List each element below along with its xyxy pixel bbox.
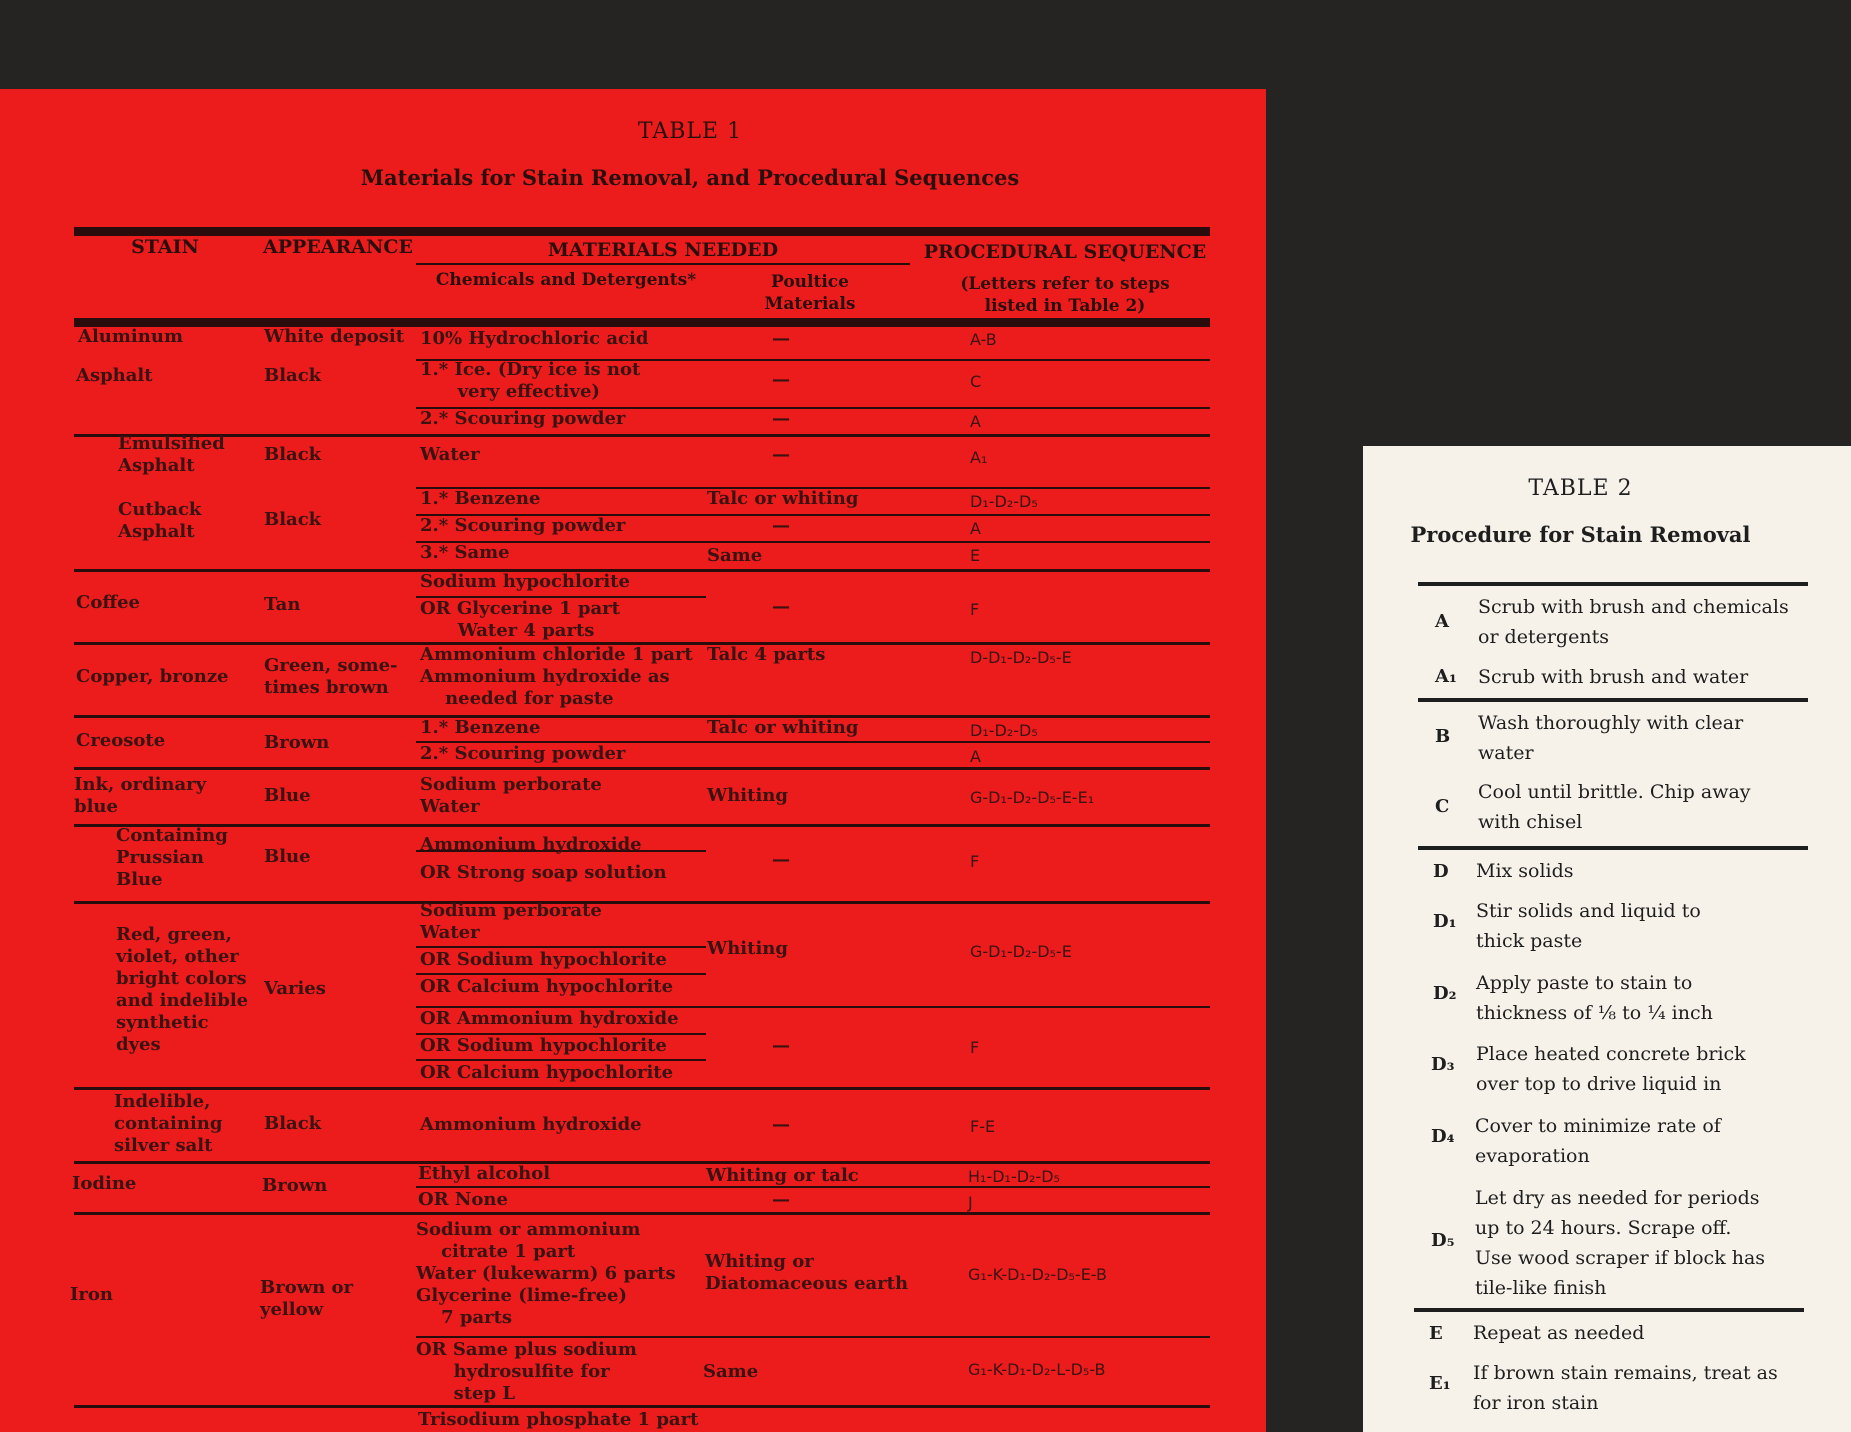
cell-poultice: Same: [707, 545, 763, 566]
cell-poultice: Talc or whiting: [707, 717, 859, 738]
table2-panel: [1363, 446, 1851, 1432]
cell-poultice: —: [772, 369, 790, 390]
cell-stain: Aluminum: [78, 326, 183, 347]
cell-sequence: G₁-K-D₁-D₂-D₅-E-B: [968, 1265, 1107, 1284]
cell-chemicals: Trisodium phosphate 1 part: [418, 1409, 699, 1430]
rule: [74, 824, 1210, 827]
cell-appearance: Blue: [264, 846, 311, 867]
cell-chemicals: 1.* Benzene: [420, 488, 541, 509]
cell-sequence: F: [970, 1038, 980, 1057]
step-code: A₁: [1435, 666, 1457, 687]
cell-chemicals: 3.* Same: [420, 542, 510, 563]
cell-chemicals: Ammonium chloride 1 part Ammonium hydroxide as needed for paste: [420, 644, 693, 709]
step-text: Scrub with brush and water: [1478, 666, 1749, 688]
cell-stain: Ink, ordinary blue: [74, 774, 207, 817]
rule: [74, 767, 1210, 770]
cell-poultice: Whiting: [707, 938, 788, 959]
header-appearance: APPEARANCE: [262, 236, 414, 258]
step-text: Wash thoroughly with clear water: [1478, 712, 1744, 764]
step-code: C: [1435, 796, 1450, 817]
step-code: D₅: [1431, 1230, 1455, 1251]
cell-appearance: Black: [264, 509, 322, 530]
cell-stain: Cutback Asphalt: [118, 499, 202, 542]
header-materials: MATERIALS NEEDED: [547, 239, 779, 261]
cell-sequence: E: [970, 546, 981, 565]
cell-stain: Emulsified Asphalt: [118, 433, 225, 476]
rule: [416, 541, 1210, 543]
cell-appearance: Green, some- times brown: [264, 655, 398, 698]
rule: [74, 901, 1210, 904]
header-procedural-note: (Letters refer to steps listed in Table 2): [960, 274, 1170, 316]
cell-chemicals: 10% Hydrochloric acid: [420, 328, 649, 349]
step-text: Cover to minimize rate of evaporation: [1475, 1115, 1721, 1167]
cell-stain: Iodine: [72, 1173, 137, 1194]
step-code: E: [1429, 1323, 1443, 1344]
cell-poultice: —: [772, 596, 790, 617]
cell-chemicals: OR Same plus sodium hydrosulfite for step L: [416, 1339, 637, 1404]
cell-sequence: A-B: [970, 330, 997, 349]
rule: [416, 946, 706, 948]
cell-poultice: —: [772, 328, 790, 349]
header-stain: STAIN: [131, 236, 199, 258]
table1-panel: [0, 89, 1266, 1432]
cell-poultice: —: [772, 1114, 790, 1135]
cell-chemicals: OR None: [418, 1189, 508, 1210]
rule: [416, 973, 706, 975]
cell-appearance: Tan: [264, 594, 301, 615]
table2-title: TABLE 2: [1528, 476, 1633, 501]
cell-sequence: A: [970, 519, 981, 538]
cell-poultice: —: [772, 515, 790, 536]
rule: [74, 1405, 1210, 1408]
cell-sequence: A: [970, 747, 981, 766]
rule: [1418, 582, 1808, 586]
step-text: Apply paste to stain to thickness of ⅛ to ¼ inch: [1476, 972, 1713, 1024]
cell-stain: Red, green, violet, other bright colors and indelible synthetic dyes: [116, 924, 249, 1055]
step-code: D₃: [1431, 1054, 1455, 1075]
rule: [416, 1059, 706, 1061]
header-chemicals: Chemicals and Detergents*: [435, 270, 697, 290]
rule: [74, 1212, 1210, 1215]
cell-chemicals: Sodium hypochlorite: [420, 571, 630, 592]
cell-chemicals: 1.* Ice. (Dry ice is not very effective): [420, 359, 641, 402]
materials-underline: [416, 263, 910, 265]
cell-stain: Iron: [70, 1284, 113, 1305]
cell-sequence: J: [968, 1193, 973, 1212]
cell-chemicals: OR Strong soap solution: [420, 862, 667, 883]
cell-sequence: A₁: [970, 448, 988, 467]
cell-poultice: —: [772, 1189, 790, 1210]
cell-chemicals: Ammonium hydroxide: [420, 834, 642, 855]
cell-poultice: —: [772, 408, 790, 429]
cell-poultice: Whiting: [707, 785, 788, 806]
cell-sequence: F-E: [970, 1117, 996, 1136]
cell-stain: Indelible, containing silver salt: [114, 1091, 223, 1156]
header-poultice: Poultice Materials: [764, 272, 856, 314]
table2-subtitle: Procedure for Stain Removal: [1410, 522, 1751, 547]
step-code: B: [1435, 726, 1451, 747]
rule: [1414, 1308, 1804, 1312]
cell-chemicals: 2.* Scouring powder: [420, 743, 626, 764]
step-code: D₁: [1433, 911, 1457, 932]
cell-sequence: D₁-D₂-D₅: [970, 721, 1038, 740]
rule: [1418, 846, 1808, 850]
step-text: Repeat as needed: [1473, 1322, 1645, 1344]
step-text: Stir solids and liquid to thick paste: [1476, 900, 1701, 952]
top-rule: [74, 227, 1210, 236]
cell-chemicals: 2.* Scouring powder: [420, 408, 626, 429]
rule: [74, 1087, 1210, 1090]
cell-appearance: Black: [264, 444, 322, 465]
cell-sequence: G-D₁-D₂-D₅-E: [970, 942, 1072, 961]
cell-appearance: Brown: [264, 732, 330, 753]
cell-stain: Containing Prussian Blue: [116, 825, 228, 890]
cell-poultice: —: [772, 1035, 790, 1056]
cell-sequence: H₁-D₁-D₂-D₅: [968, 1167, 1060, 1186]
rule: [1418, 698, 1808, 702]
header-bottom-rule: [74, 318, 1210, 327]
cell-poultice: Talc or whiting: [707, 488, 859, 509]
cell-chemicals: OR Calcium hypochlorite: [420, 1062, 674, 1083]
cell-poultice: Whiting or talc: [706, 1165, 859, 1186]
cell-appearance: Black: [264, 365, 322, 386]
cell-sequence: D-D₁-D₂-D₅-E: [970, 648, 1072, 667]
cell-appearance: Brown: [262, 1175, 328, 1196]
cell-poultice: Same: [703, 1361, 759, 1382]
cell-sequence: F: [970, 600, 980, 619]
cell-stain: Asphalt: [76, 365, 153, 386]
rule: [74, 434, 1210, 437]
cell-chemicals: 1.* Benzene: [420, 717, 541, 738]
cell-appearance: Blue: [264, 785, 311, 806]
cell-stain: Copper, bronze: [76, 666, 229, 687]
cell-poultice: —: [772, 444, 790, 465]
cell-appearance: Black: [264, 1113, 322, 1134]
cell-poultice: Talc 4 parts: [707, 644, 826, 665]
step-text: If brown stain remains, treat as for iron stain: [1473, 1362, 1778, 1414]
cell-sequence: G-D₁-D₂-D₅-E-E₁: [970, 788, 1095, 807]
step-code: D₄: [1431, 1126, 1455, 1147]
cell-stain: Creosote: [76, 730, 166, 751]
step-text: Place heated concrete brick over top to drive liquid in: [1476, 1043, 1746, 1095]
cell-chemicals: OR Sodium hypochlorite: [420, 1035, 667, 1056]
cell-appearance: Varies: [264, 978, 326, 999]
header-procedural: PROCEDURAL SEQUENCE: [923, 241, 1207, 263]
cell-chemicals: Sodium perborate Water: [420, 900, 602, 943]
cell-chemicals: OR Glycerine 1 part Water 4 parts: [420, 598, 620, 641]
cell-chemicals: Ethyl alcohol: [418, 1163, 551, 1184]
table1-title: TABLE 1: [637, 119, 743, 144]
cell-sequence: A: [970, 412, 981, 431]
step-code: A: [1435, 611, 1449, 632]
cell-stain: Coffee: [76, 592, 141, 613]
step-code: E₁: [1429, 1373, 1451, 1394]
rule: [74, 1161, 1210, 1164]
step-code: D₂: [1433, 983, 1457, 1004]
cell-chemicals: Sodium perborate Water: [420, 774, 602, 817]
cell-chemicals: OR Ammonium hydroxide: [420, 1008, 679, 1029]
cell-chemicals: Ammonium hydroxide: [420, 1114, 642, 1135]
table1-subtitle: Materials for Stain Removal, and Procedural Sequences: [360, 165, 1020, 190]
cell-chemicals: Sodium or ammonium citrate 1 part Water (lukewarm) 6 parts Glycerine (lime-free) 7 parts: [416, 1219, 676, 1328]
step-text: Mix solids: [1476, 860, 1574, 882]
rule: [74, 715, 1210, 718]
cell-appearance: Brown or yellow: [260, 1277, 354, 1320]
rule: [416, 1336, 1210, 1338]
cell-chemicals: Water: [420, 444, 480, 465]
cell-sequence: C: [970, 372, 982, 391]
cell-sequence: F: [970, 852, 980, 871]
cell-sequence: G₁-K-D₁-D₂-L-D₅-B: [968, 1360, 1106, 1379]
cell-appearance: White deposit: [264, 326, 405, 347]
cell-chemicals: 2.* Scouring powder: [420, 515, 626, 536]
cell-poultice: —: [772, 849, 790, 870]
cell-chemicals: OR Calcium hypochlorite: [420, 976, 674, 997]
cell-chemicals: OR Sodium hypochlorite: [420, 949, 667, 970]
cell-sequence: D₁-D₂-D₅: [970, 492, 1038, 511]
step-code: D: [1433, 861, 1449, 882]
step-text: Cool until brittle. Chip away with chisel: [1478, 781, 1751, 833]
rule: [74, 569, 1210, 572]
step-text: Let dry as needed for periods up to 24 hours. Scrape off. Use wood scraper if block has tile-like finish: [1475, 1187, 1766, 1299]
step-text: Scrub with brush and chemicals or detergents: [1478, 596, 1789, 648]
cell-poultice: Whiting or Diatomaceous earth: [705, 1251, 909, 1294]
